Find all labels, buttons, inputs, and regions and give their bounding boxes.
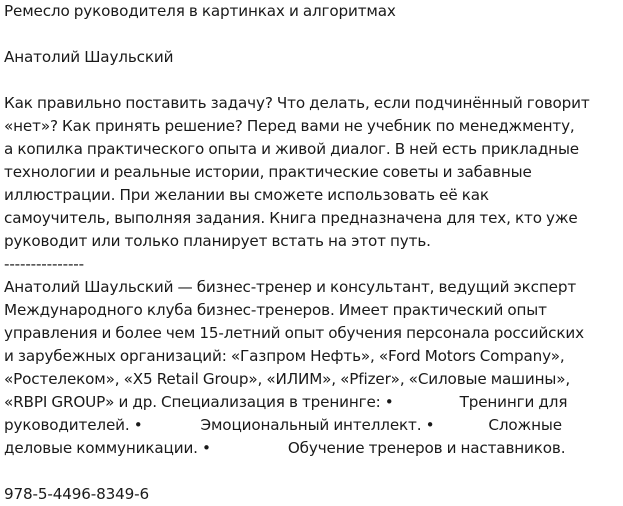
bio-line: «Ростелеком», «X5 Retail Group», «ИЛИМ», «Pfizer», «Силовые машины», — [4, 370, 571, 388]
specialization-item: Эмоциональный интеллект. • — [200, 416, 435, 434]
description-line: руководит или только планирует встать на этот путь. — [4, 232, 431, 250]
bio-text: руководителей. • — [4, 416, 143, 434]
book-title: Ремесло руководителя в картинках и алгоритмах — [4, 2, 396, 20]
spacer — [4, 69, 623, 92]
spacer — [4, 460, 623, 483]
bio-text: «RBPI GROUP» и др. Специализация в тренинге: • — [4, 393, 394, 411]
bio-line — [4, 391, 623, 414]
specialization-item: Сложные — [488, 416, 562, 434]
description-line: технологии и реальные истории, практические советы и забавные — [4, 163, 532, 181]
bio-line — [4, 437, 623, 460]
book-description — [4, 92, 623, 253]
separator: --------------- — [4, 255, 84, 273]
bio-text: деловые коммуникации. • — [4, 439, 211, 457]
description-line: а копилка практического опыта и живой диалог. В ней есть прикладные — [4, 140, 579, 158]
bio-line: Международного клуба бизнес-тренеров. Имеет практический опыт — [4, 301, 547, 319]
book-annotation — [4, 0, 623, 506]
author-bio — [4, 276, 623, 460]
bio-line: Анатолий Шаульский — бизнес-тренер и консультант, ведущий эксперт — [4, 278, 577, 296]
description-line: иллюстрации. При желании вы сможете использовать её как — [4, 186, 489, 204]
bio-line: и зарубежных организаций: «Газпром Нефть», «Ford Motors Company», — [4, 347, 565, 365]
description-line: Как правильно поставить задачу? Что делать, если подчинённый говорит — [4, 94, 590, 112]
bio-line — [4, 414, 623, 437]
book-author: Анатолий Шаульский — [4, 48, 174, 66]
description-line: самоучитель, выполняя задания. Книга предназначена для тех, кто уже — [4, 209, 578, 227]
description-line: «нет»? Как принять решение? Перед вами не учебник по менеджменту, — [4, 117, 575, 135]
isbn: 978-5-4496-8349-6 — [4, 485, 149, 503]
specialization-item: Обучение тренеров и наставников. — [287, 439, 566, 457]
specialization-item: Тренинги для — [459, 393, 568, 411]
spacer — [4, 23, 623, 46]
bio-line: управления и более чем 15-летний опыт обучения персонала российских — [4, 324, 584, 342]
